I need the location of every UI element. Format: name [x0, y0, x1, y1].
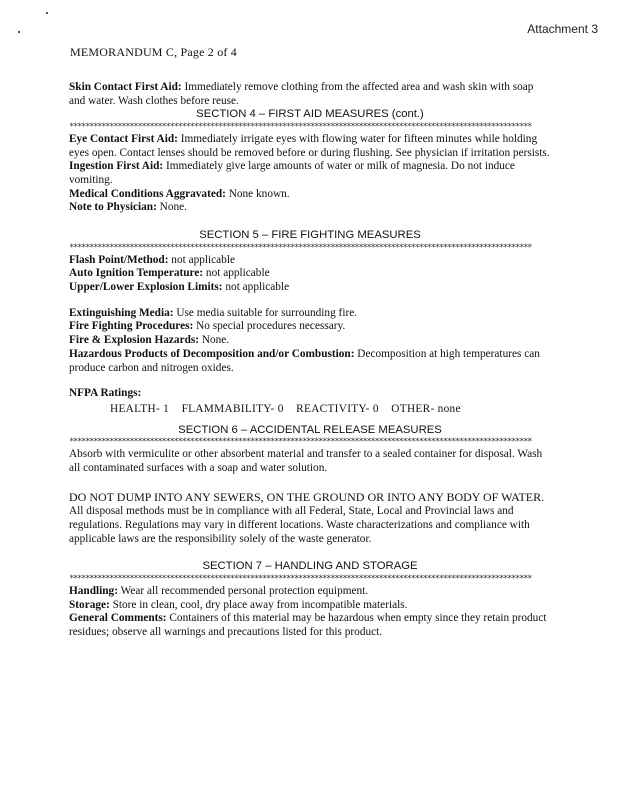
eye-contact-paragraph	[69, 133, 551, 160]
ingestion-paragraph	[69, 160, 551, 187]
fire-hazards-line	[69, 334, 551, 348]
flash-point-line	[69, 254, 551, 268]
flash-point-value: not applicable	[168, 253, 235, 266]
auto-ignition-value: not applicable	[203, 267, 270, 280]
fire-hazards-text: None.	[199, 334, 230, 347]
section-7-divider: *******************************************************************************************************************	[69, 573, 532, 584]
attachment-label: Attachment 3	[527, 22, 598, 36]
scan-speck	[18, 31, 20, 33]
explosion-limits-line	[69, 281, 551, 295]
fire-procedures-label: Fire Fighting Procedures:	[69, 320, 194, 333]
general-comments-paragraph	[69, 612, 551, 639]
page-header: MEMORANDUM C, Page 2 of 4	[70, 45, 237, 59]
eye-contact-text: Immediately irrigate eyes with flowing water for fifteen minutes while holding eyes open. Contact lenses should be removed before or during flushing. See physician if irritation persists.	[69, 132, 550, 159]
decomposition-label: Hazardous Products of Decomposition and/or Combustion:	[69, 347, 355, 360]
storage-text: Store in clean, cool, dry place away from incompatible materials.	[109, 598, 408, 611]
nfpa-ratings-values: HEALTH- 1 FLAMMABILITY- 0 REACTIVITY- 0 OTHER- none	[110, 402, 461, 415]
document-body	[69, 81, 551, 640]
nfpa-ratings-label: NFPA Ratings:	[69, 387, 142, 400]
storage-line	[69, 599, 551, 613]
eye-contact-label: Eye Contact First Aid:	[69, 132, 178, 145]
storage-label: Storage:	[69, 598, 110, 611]
skin-contact-text: Immediately remove clothing from the affected area and wash skin with soap and water. Wash clothes before reuse.	[69, 81, 534, 107]
flash-point-label: Flash Point/Method:	[69, 253, 169, 266]
section-4-divider: *******************************************************************************************************************	[69, 121, 532, 132]
handling-text: Wear all recommended personal protection equipment.	[117, 584, 369, 597]
section-4-title: SECTION 4 – FIRST AID MEASURES (cont.)	[196, 108, 424, 121]
explosion-limits-value: not applicable	[222, 281, 290, 294]
extinguishing-media-text: Use media suitable for surrounding fire.	[173, 306, 358, 319]
decomposition-paragraph	[69, 348, 551, 375]
extinguishing-media-line	[69, 307, 551, 321]
fire-procedures-text: No special procedures necessary.	[193, 320, 346, 333]
general-comments-label: General Comments:	[69, 612, 167, 625]
scan-speck	[46, 12, 48, 14]
disposal-paragraph	[69, 490, 551, 547]
ingestion-label: Ingestion First Aid:	[69, 160, 164, 173]
section-6-divider: *******************************************************************************************************************	[69, 437, 532, 448]
do-not-dump-warning: DO NOT DUMP INTO ANY SEWERS, ON THE GROUND OR INTO ANY BODY OF WATER.	[69, 489, 545, 504]
handling-line	[69, 585, 551, 599]
medical-conditions-label: Medical Conditions Aggravated:	[69, 187, 226, 200]
section-5-divider: *******************************************************************************************************************	[69, 242, 532, 253]
section-7-title: SECTION 7 – HANDLING AND STORAGE	[202, 560, 418, 573]
section-6-title: SECTION 6 – ACCIDENTAL RELEASE MEASURES	[178, 423, 442, 436]
disposal-text: All disposal methods must be in compliance with all Federal, State, Local and Provincial laws and regulations. Regulations may vary in different locations. Waste characterizations and compliance with applicable laws are the responsibility solely of the waste generator.	[69, 505, 530, 545]
note-to-physician-label: Note to Physician:	[69, 201, 157, 214]
explosion-limits-label: Upper/Lower Explosion Limits:	[69, 281, 223, 294]
general-comments-text: Containers of this material may be hazardous when empty since they retain product residues; observe all warnings and precautions listed for this product.	[69, 612, 547, 638]
note-to-physician-text: None.	[156, 201, 187, 214]
extinguishing-media-label: Extinguishing Media:	[69, 306, 174, 319]
note-to-physician-paragraph	[69, 201, 551, 215]
skin-contact-label: Skin Contact First Aid:	[69, 81, 182, 93]
handling-label: Handling:	[69, 584, 118, 597]
fire-procedures-line	[69, 320, 551, 334]
medical-conditions-paragraph	[69, 188, 551, 202]
auto-ignition-line	[69, 267, 551, 281]
medical-conditions-text: None known.	[225, 187, 290, 200]
absorb-paragraph: Absorb with vermiculite or other absorbent material and transfer to a sealed container for disposal. Wash all contaminated surfaces with a soap and water solution.	[69, 448, 543, 474]
fire-hazards-label: Fire & Explosion Hazards:	[69, 334, 200, 347]
ingestion-text: Immediately give large amounts of water or milk of magnesia. Do not induce vomiting.	[69, 160, 515, 187]
auto-ignition-label: Auto Ignition Temperature:	[69, 267, 204, 280]
skin-contact-paragraph	[69, 81, 551, 108]
decomposition-text: Decomposition at high temperatures can produce carbon and nitrogen oxides.	[69, 347, 540, 374]
section-5-title: SECTION 5 – FIRE FIGHTING MEASURES	[199, 229, 421, 242]
